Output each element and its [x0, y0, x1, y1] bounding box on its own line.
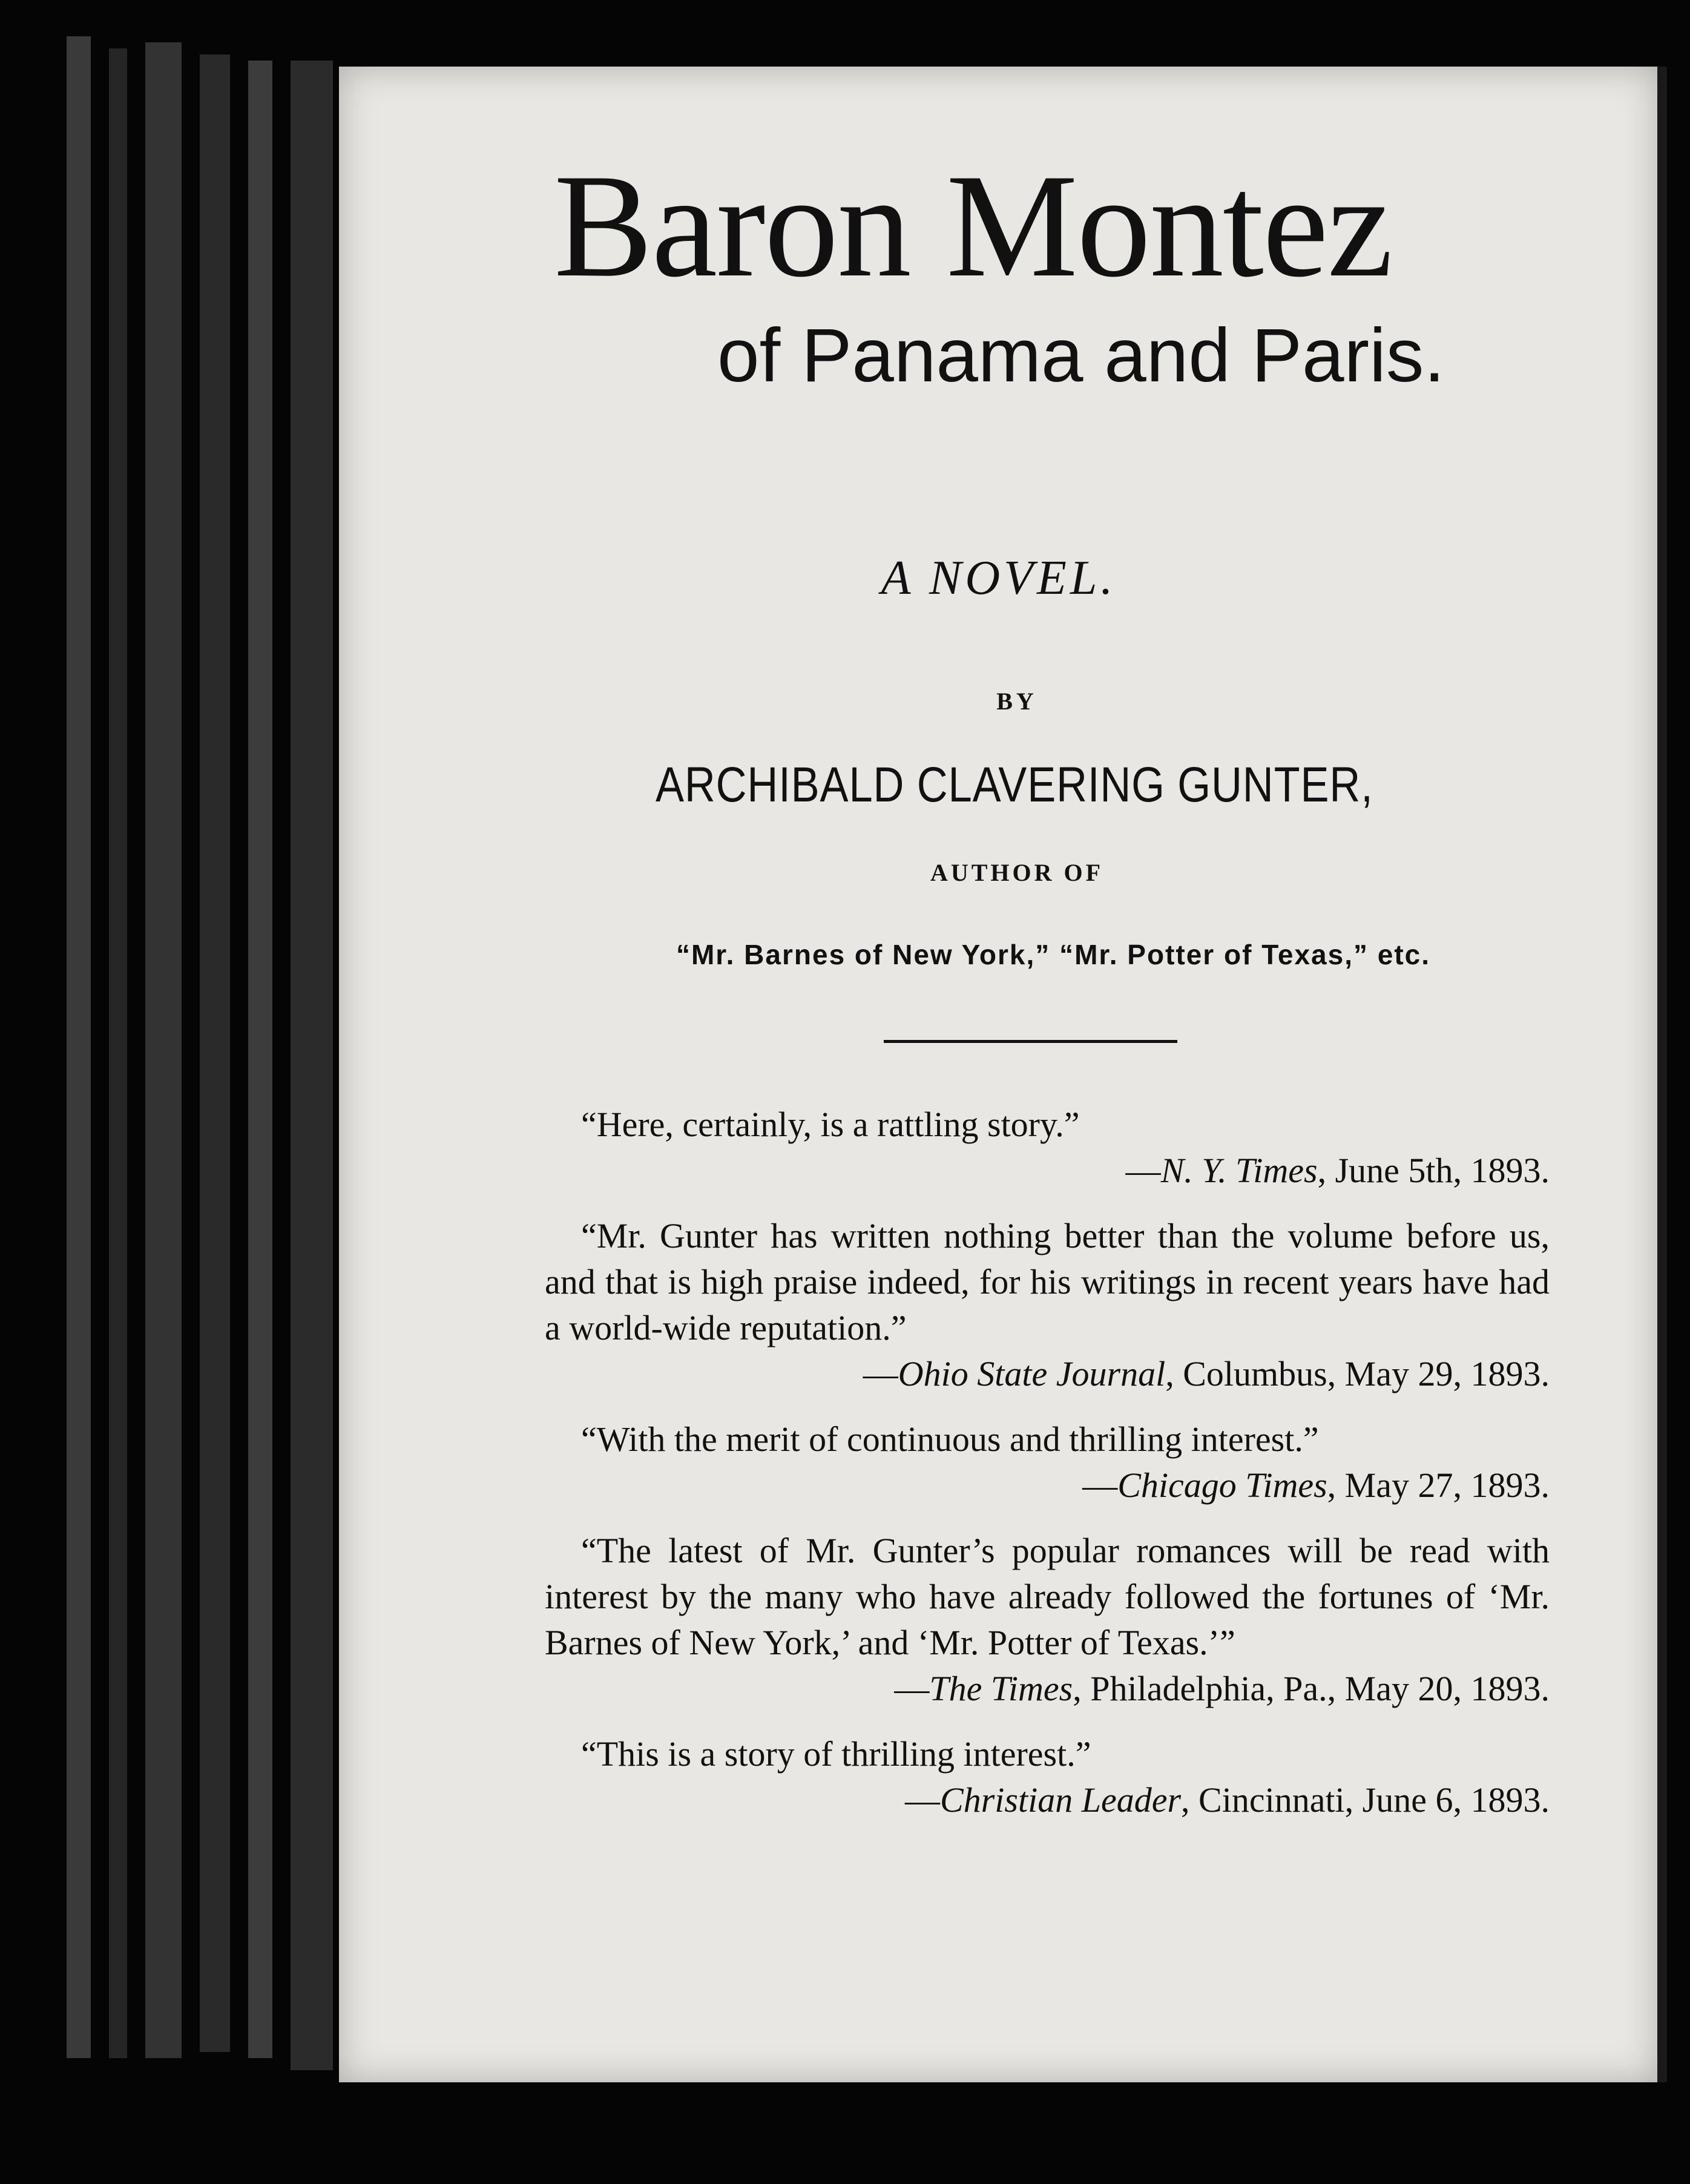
press-reviews — [545, 1102, 1550, 1843]
review-quote: “This is a story of thrilling interest.” — [581, 1734, 1091, 1774]
review-quote: “Here, certainly, is a rattling story.” — [581, 1105, 1080, 1144]
citation-dash: — — [1082, 1465, 1118, 1505]
citation-dash: — — [863, 1354, 898, 1393]
citation-detail: , Columbus, May 29, 1893. — [1165, 1354, 1550, 1393]
review-citation — [545, 1462, 1550, 1508]
review-quote: “With the merit of continuous and thrilling interest.” — [581, 1419, 1319, 1459]
citation-dash: — — [1125, 1151, 1161, 1190]
review — [545, 1416, 1550, 1508]
citation-dash: — — [905, 1780, 941, 1820]
page-right-edge — [1657, 67, 1667, 2082]
book-page-edges — [0, 0, 339, 2184]
review-quote: “The latest of Mr. Gunter’s popular romances will be read with interest by the many who have already followed the fortunes of ‘Mr. Barnes of New York,’ and ‘Mr. Potter of Texas.’” — [545, 1531, 1550, 1662]
review-citation — [545, 1148, 1550, 1194]
divider-rule — [884, 1040, 1177, 1043]
other-works: “Mr. Barnes of New York,” “Mr. Potter of Texas,” etc. — [676, 939, 1431, 970]
review-citation — [545, 1666, 1550, 1712]
review — [545, 1102, 1550, 1194]
citation-dash: — — [894, 1669, 930, 1708]
author-of-label: AUTHOR OF — [930, 859, 1104, 886]
book-title: Baron Montez — [554, 143, 1392, 308]
title-page — [339, 67, 1659, 2082]
author-name: ARCHIBALD CLAVERING GUNTER, — [655, 757, 1373, 812]
review-citation — [545, 1777, 1550, 1823]
review — [545, 1528, 1550, 1712]
review-citation — [545, 1351, 1550, 1397]
citation-detail: , June 5th, 1893. — [1317, 1151, 1550, 1190]
genre-label: A NOVEL. — [881, 551, 1117, 605]
citation-detail: , Cincinnati, June 6, 1893. — [1181, 1780, 1550, 1820]
citation-source: Christian Leader — [940, 1780, 1182, 1820]
review-quote: “Mr. Gunter has written nothing better than the volume before us, and that is high praise indeed, for his writings in recent years have had a world-wide reputation.” — [545, 1216, 1550, 1347]
citation-source: Ohio State Journal — [898, 1354, 1166, 1393]
review — [545, 1731, 1550, 1823]
review — [545, 1213, 1550, 1397]
citation-detail: , Philadelphia, Pa., May 20, 1893. — [1073, 1669, 1550, 1708]
book-subtitle: of Panama and Paris. — [717, 314, 1445, 398]
citation-source: The Times — [929, 1669, 1073, 1708]
citation-source: N. Y. Times — [1160, 1151, 1318, 1190]
citation-detail: , May 27, 1893. — [1327, 1465, 1550, 1505]
citation-source: Chicago Times — [1117, 1465, 1327, 1505]
by-label: BY — [996, 688, 1037, 715]
